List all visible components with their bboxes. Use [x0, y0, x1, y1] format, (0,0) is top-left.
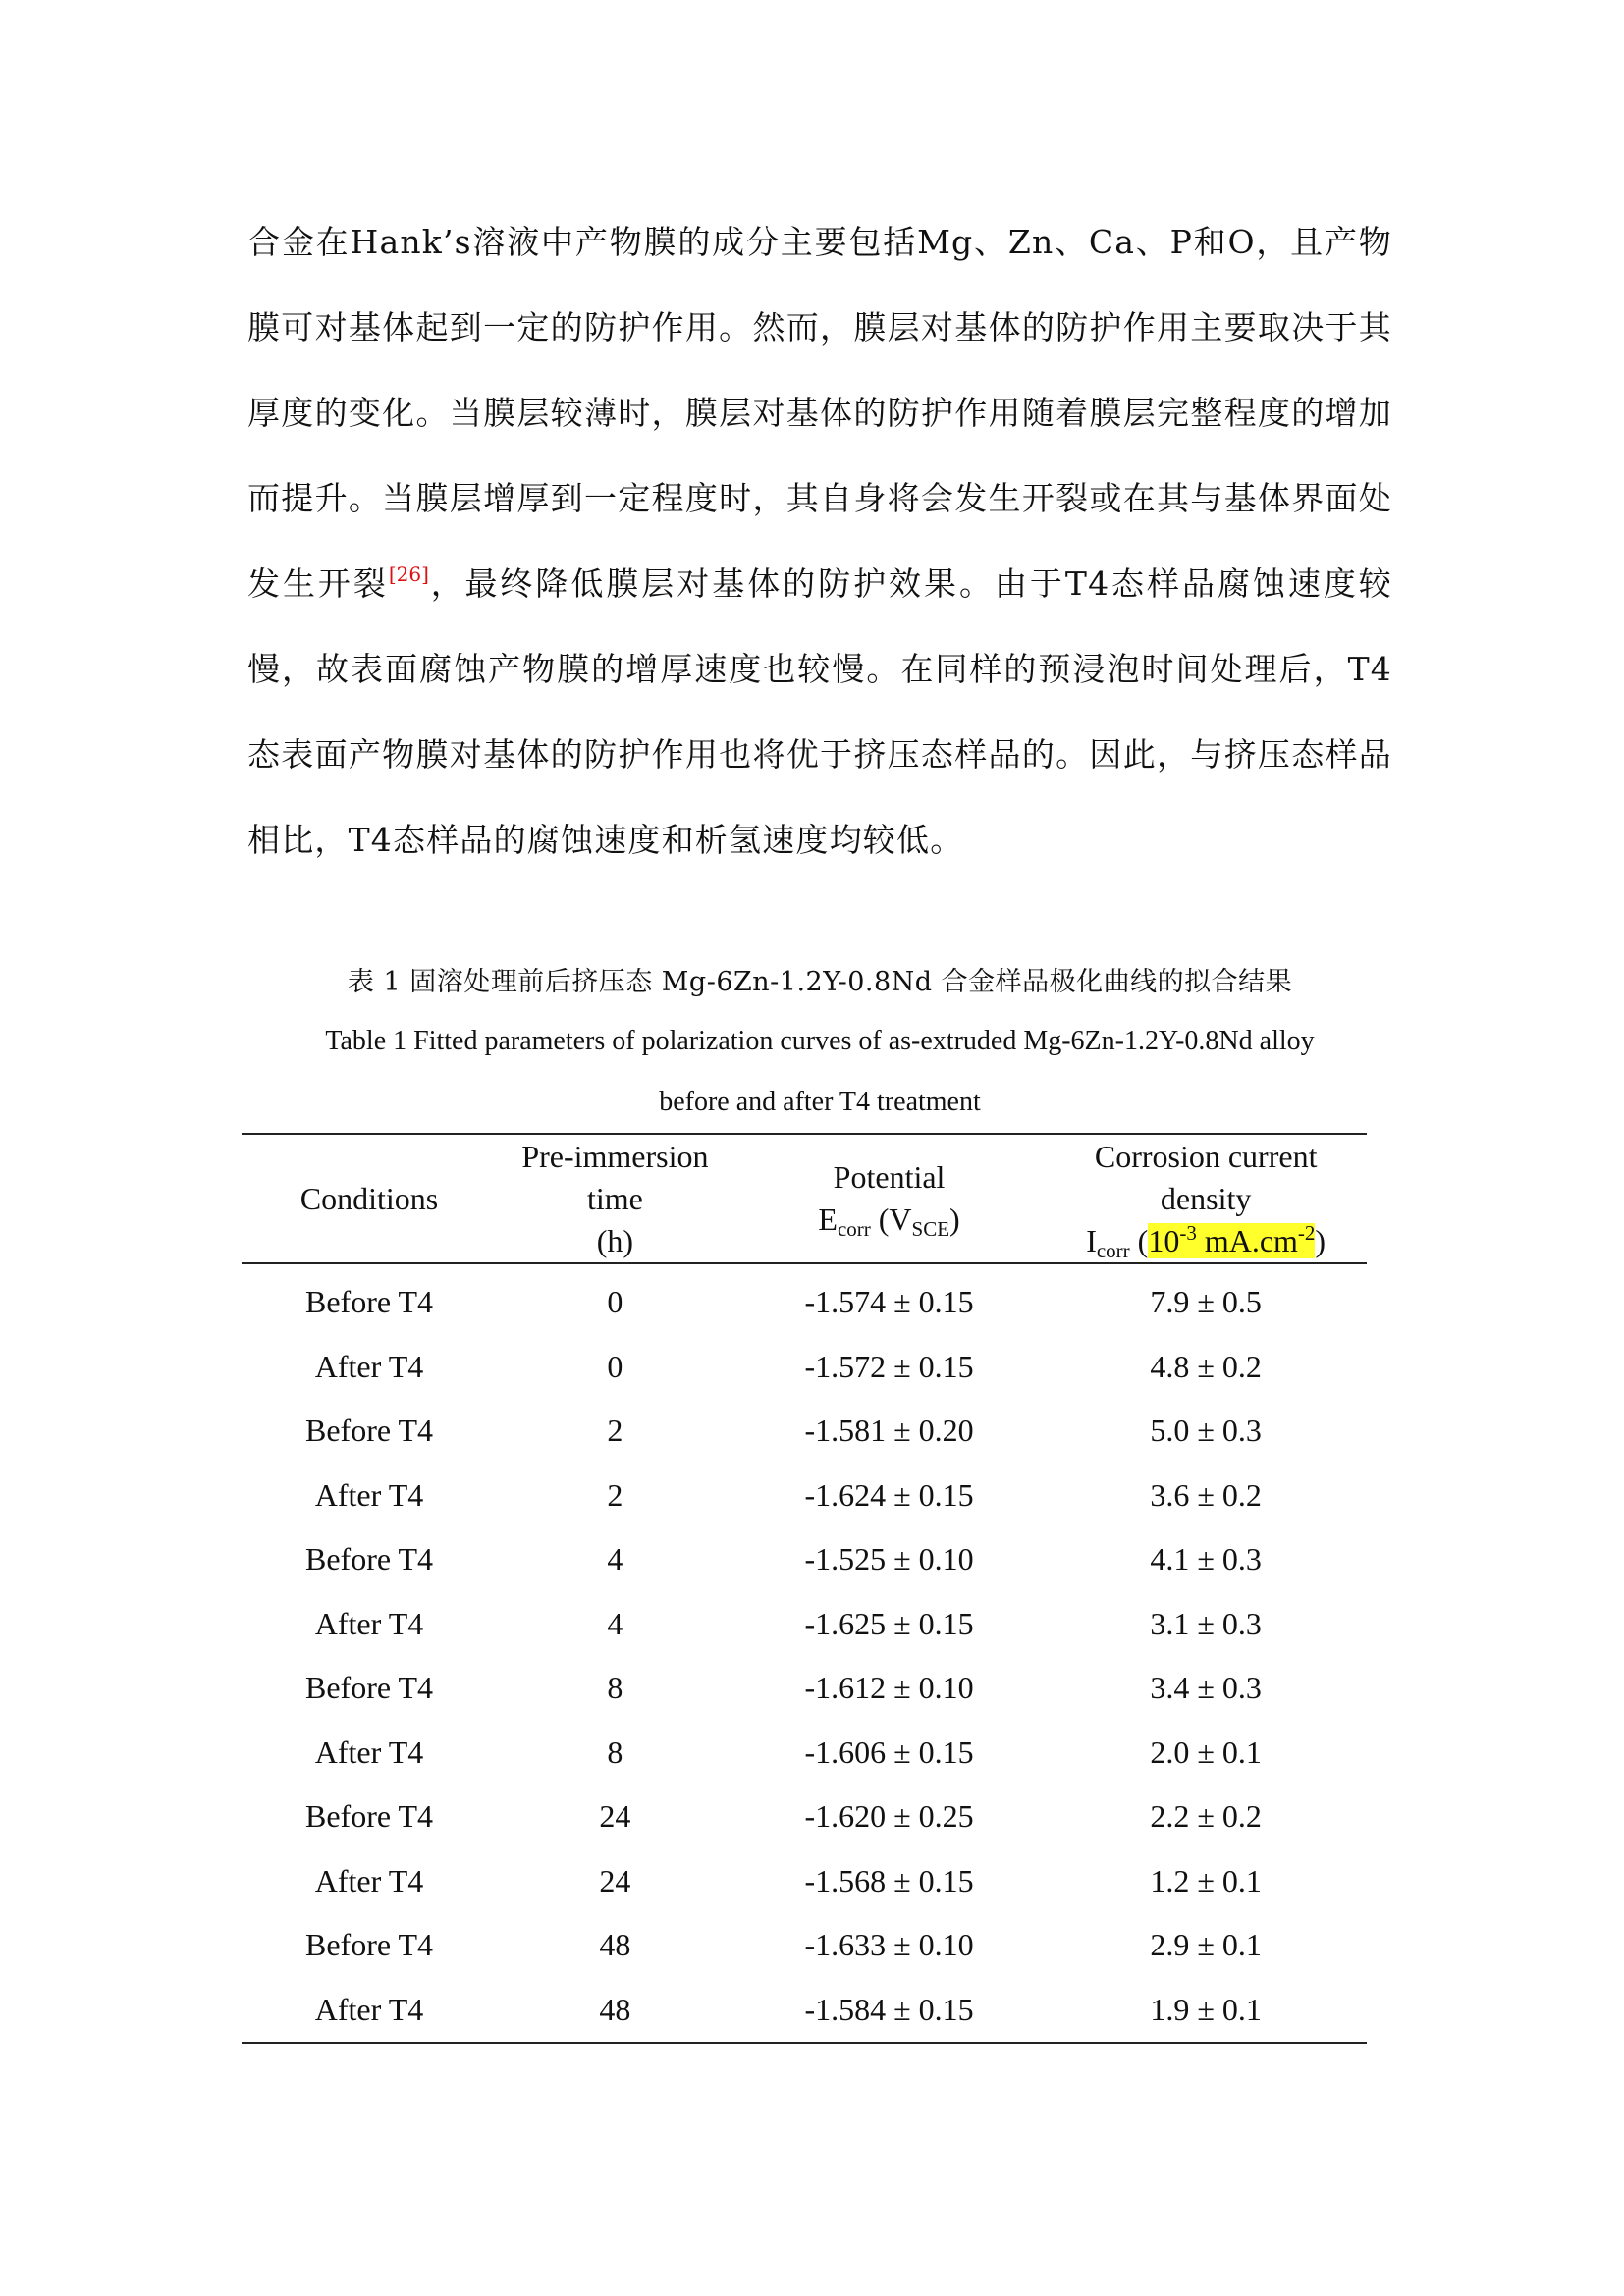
cell-current: 1.9 ± 0.1 — [1045, 1978, 1367, 2044]
cell-condition: Before T4 — [304, 1927, 434, 1963]
table-row — [242, 1656, 1367, 1721]
cell-time: 8 — [607, 1734, 623, 1770]
cell-potential: -1.633 ± 0.10 — [804, 1927, 974, 1963]
cell-potential: -1.624 ± 0.15 — [804, 1476, 974, 1513]
cell-time: 48 — [497, 1978, 733, 2044]
cell-potential: -1.568 ± 0.15 — [804, 1862, 974, 1898]
paragraph-punct: ， — [428, 564, 465, 603]
cell-time: 24 — [599, 1862, 631, 1898]
cell-time: 2 — [607, 1476, 623, 1513]
cell-condition: Before T4 — [304, 1284, 434, 1320]
cell-time: 48 — [599, 1927, 631, 1963]
table-row — [242, 1978, 1367, 2044]
cell-potential: -1.620 ± 0.25 — [804, 1798, 974, 1835]
header-corrosion-current-density: Corrosion current density $I_{corr}$ ($10^{-3}$ $mA.cm^{-2}$) — [1045, 1134, 1367, 1263]
table-row — [242, 1913, 1367, 1978]
citation-ref[interactable]: [26] — [388, 562, 429, 586]
cell-condition: Before T4 — [304, 1798, 434, 1835]
cell-potential: -1.625 ± 0.15 — [804, 1605, 974, 1641]
table-body — [242, 1263, 1367, 2043]
table-row — [242, 1721, 1367, 1786]
paragraph-text-a: 合金在Hank’s溶液中产物膜的成分主要包括Mg、Zn、Ca、P和O，且产物膜可对基体起到一定的防护作用。然而，膜层对基体的防护作用主要取决于其厚度的变化。当膜层较薄时，膜层对基体的防护作用随着膜层完整程度的增加而提升。当膜层增厚到一定程度时，其自身将会发生开裂或在其与基体界面处发生开裂 — [247, 223, 1392, 603]
cell-current: 2.2 ± 0.2 — [1150, 1798, 1262, 1835]
cell-potential: -1.574 ± 0.15 — [804, 1284, 974, 1320]
header-pre-immersion-time: Pre-immersion time (h) — [497, 1134, 733, 1263]
table-caption-en-line2: before and after T4 treatment — [659, 1087, 981, 1117]
table-row — [242, 1849, 1367, 1914]
cell-current: 4.1 ± 0.3 — [1150, 1541, 1262, 1577]
table-row — [242, 1399, 1367, 1464]
cell-time: 8 — [607, 1670, 623, 1706]
polarization-results-table — [242, 1133, 1367, 2044]
cell-current: 2.0 ± 0.1 — [1150, 1734, 1262, 1770]
cell-potential: -1.525 ± 0.10 — [804, 1541, 974, 1577]
cell-condition: Before T4 — [304, 1670, 434, 1706]
cell-time: 0 — [607, 1348, 623, 1384]
table-row — [242, 1785, 1367, 1849]
table-row — [242, 1263, 1367, 1335]
cell-current: 3.4 ± 0.3 — [1150, 1670, 1262, 1706]
highlighted-unit: $10^{-3}$ $mA.cm^{-2}$ — [1148, 1220, 1316, 1258]
cell-potential: -1.581 ± 0.20 — [804, 1413, 974, 1449]
cell-condition: Before T4 — [304, 1541, 434, 1577]
cell-condition: After T4 — [314, 1348, 424, 1384]
cell-potential: -1.606 ± 0.15 — [804, 1734, 974, 1770]
cell-condition: After T4 — [314, 1734, 424, 1770]
cell-time: 4 — [607, 1541, 623, 1577]
cell-current: 1.2 ± 0.1 — [1150, 1862, 1262, 1898]
header-conditions: Conditions — [242, 1134, 497, 1263]
cell-time: 4 — [607, 1605, 623, 1641]
table-caption-en-line1: Table 1 Fitted parameters of polarization curves of as-extruded Mg-6Zn-1.2Y-0.8Nd alloy — [325, 1026, 1315, 1056]
header-potential: Potential $E_{corr}$ $(V_{SCE})$ — [733, 1134, 1045, 1263]
cell-condition: Before T4 — [304, 1413, 434, 1449]
cell-current: 5.0 ± 0.3 — [1150, 1413, 1262, 1449]
table-row — [242, 1335, 1367, 1400]
paragraph-text-b: 最终降低膜层对基体的防护效果。由于T4态样品腐蚀速度较慢，故表面腐蚀产物膜的增厚速度也较慢。在同样的预浸泡时间处理后，T4态表面产物膜对基体的防护作用也将优于挤压态样品的。因此，与挤压态样品相比，T4态样品的腐蚀速度和析氢速度均较低。 — [247, 564, 1393, 859]
table-row — [242, 1592, 1367, 1657]
cell-current: 3.1 ± 0.3 — [1150, 1605, 1262, 1641]
cell-time: 2 — [607, 1413, 623, 1449]
cell-potential: -1.572 ± 0.15 — [804, 1348, 974, 1384]
cell-time: 0 — [607, 1284, 623, 1320]
cell-potential: -1.612 ± 0.10 — [804, 1670, 974, 1706]
table-row — [242, 1464, 1367, 1528]
cell-condition: After T4 — [242, 1978, 497, 2044]
cell-condition: After T4 — [314, 1476, 424, 1513]
cell-time: 24 — [599, 1798, 631, 1835]
cell-condition: After T4 — [314, 1862, 424, 1898]
cell-current: 7.9 ± 0.5 — [1150, 1284, 1262, 1320]
cell-condition: After T4 — [314, 1605, 424, 1641]
cell-current: 2.9 ± 0.1 — [1150, 1927, 1262, 1963]
cell-potential: -1.584 ± 0.15 — [733, 1978, 1045, 2044]
cell-current: 4.8 ± 0.2 — [1150, 1348, 1262, 1384]
table-row — [242, 1527, 1367, 1592]
table-header-row — [242, 1134, 1367, 1263]
cell-current: 3.6 ± 0.2 — [1150, 1476, 1262, 1513]
body-paragraph — [247, 199, 1392, 882]
table-caption-zh: 表 1 固溶处理前后挤压态 Mg-6Zn-1.2Y-0.8Nd 合金样品极化曲线的拟合结果 — [347, 967, 1293, 997]
